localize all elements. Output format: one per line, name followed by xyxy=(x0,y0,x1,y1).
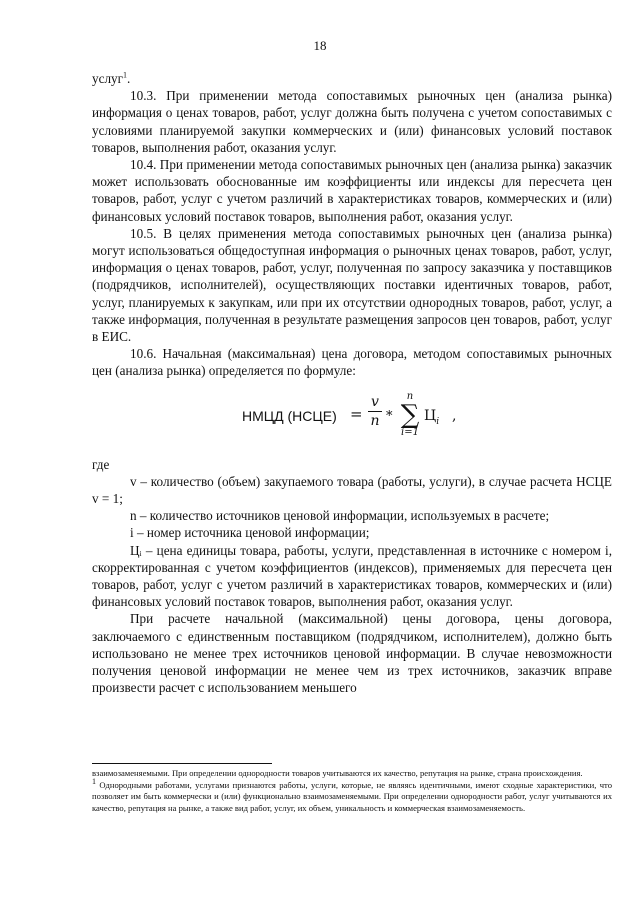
closing-paragraph: При расчете начальной (максимальной) цены договора, цены договора, заключаемого с единственным поставщиком (подрядчиком, исполнителем), должно быть использовано не менее трех источников ценовой информации. В случае невозможности получения ценовой информации не менее чем из трех источников, заказчик вправе произвести расчет с использованием меньшего xyxy=(92,611,612,696)
paragraph-10-6: 10.6. Начальная (максимальная) цена договора, методом сопоставимых рыночных цен (анализа рынка) определяется по формуле: xyxy=(92,346,612,379)
formula-term xyxy=(424,408,439,431)
term-subscript: i xyxy=(436,416,440,427)
opening-tail: . xyxy=(127,71,131,86)
fraction-denominator: n xyxy=(370,412,380,429)
footnote-1-text: Однородными работами, услугами признаются работы, услуги, которые, не являясь идентичными, имеют сходные характеристики, что позволяет им быть коммерчески и (или) функционально взаимозаменяемыми. При определении однородности работ, услуг учитываются их качество, репутация на рынке, а также вид работ, услуг, их объем, уникальность и коммерческая взаимозаменяемость. xyxy=(92,779,612,813)
formula-lhs: НМЦД (НСЦЕ) xyxy=(242,407,337,424)
footnotes xyxy=(92,768,612,814)
formula-fraction xyxy=(368,394,382,429)
term-symbol: Ц xyxy=(424,407,437,424)
paragraph-10-4: 10.4. При применении метода сопоставимых рыночных цен (анализа рынка) заказчик может использовать обоснованные им коэффициенты или индексы для пересчета цен товаров, работ, услуг с учетом различий в характеристиках товаров, коммерческих и (или) финансовых условий поставок товаров, выполнения работ, оказания услуг. xyxy=(92,157,612,224)
where-label: где xyxy=(92,456,110,472)
footnote-continuation: взаимозаменяемыми. При определении однородности товаров учитываются их качество, репутация на рынке, страна происхождения. xyxy=(92,768,583,778)
sum-upper-limit: n xyxy=(406,390,414,402)
definition-v: v – количество (объем) закупаемого товара (работы, услуги), в случае расчета НСЦЕ v = 1; xyxy=(92,473,612,507)
price-formula xyxy=(242,384,502,454)
sigma-icon: ∑ xyxy=(400,399,420,430)
footnote-divider xyxy=(92,763,272,764)
formula-equals: = xyxy=(350,404,363,423)
definition-c: Цᵢ – цена единицы товара, работы, услуги, представленная в источнике с номером i, скорректированная с учетом коэффициентов (индексов), применяемых для пересчета цен товаров, работ, услуг с учетом различий в характеристиках товаров, коммерческих и (или) финансовых условий поставок товаров, выполнения работ, оказания услуг. xyxy=(92,542,612,610)
footnote-mark: 1 xyxy=(92,776,96,786)
summation xyxy=(398,392,422,438)
opening-word: услуг xyxy=(92,71,124,86)
document-body xyxy=(92,70,612,697)
footnote-ref: 1 xyxy=(123,70,128,80)
definition-i: i – номер источника ценовой информации; xyxy=(130,525,370,541)
opening-line xyxy=(92,70,612,87)
page-number: 18 xyxy=(313,38,327,53)
footnote-1 xyxy=(92,776,612,815)
formula-multiply: * xyxy=(386,408,393,424)
fraction-numerator: v xyxy=(371,393,379,410)
fraction-bar xyxy=(368,411,382,412)
paragraph-10-3: 10.3. При применении метода сопоставимых рыночных цен (анализа рынка) информация о ценах товаров, работ, услуг должна быть получена с учетом сопоставимых с условиями планируемой закупки коммерческих и (или) финансовых условий поставок товаров, выполнения работ, оказания услуг. xyxy=(92,88,612,155)
definition-n: n – количество источников ценовой информации, используемых в расчете; xyxy=(130,508,550,524)
paragraph-10-5: 10.5. В целях применения метода сопоставимых рыночных цен (анализа рынка) могут использоваться общедоступная информация о рыночных ценах товаров, работ, услуг, информация о ценах товаров, работ, услуг, полученная по запросу заказчика у поставщиков (подрядчиков, исполнителей), осуществляющих поставки идентичных товаров, работ, услуг, планируемых к закупкам, или при их отсутствии однородных товаров, работ, услуг, а также информация, полученная в результате размещения запросов цен товаров, работ, услуг в ЕИС. xyxy=(92,225,612,345)
sum-lower-limit: i=1 xyxy=(401,426,419,438)
formula-trailing-comma: , xyxy=(452,407,457,424)
formula-block xyxy=(92,382,612,456)
